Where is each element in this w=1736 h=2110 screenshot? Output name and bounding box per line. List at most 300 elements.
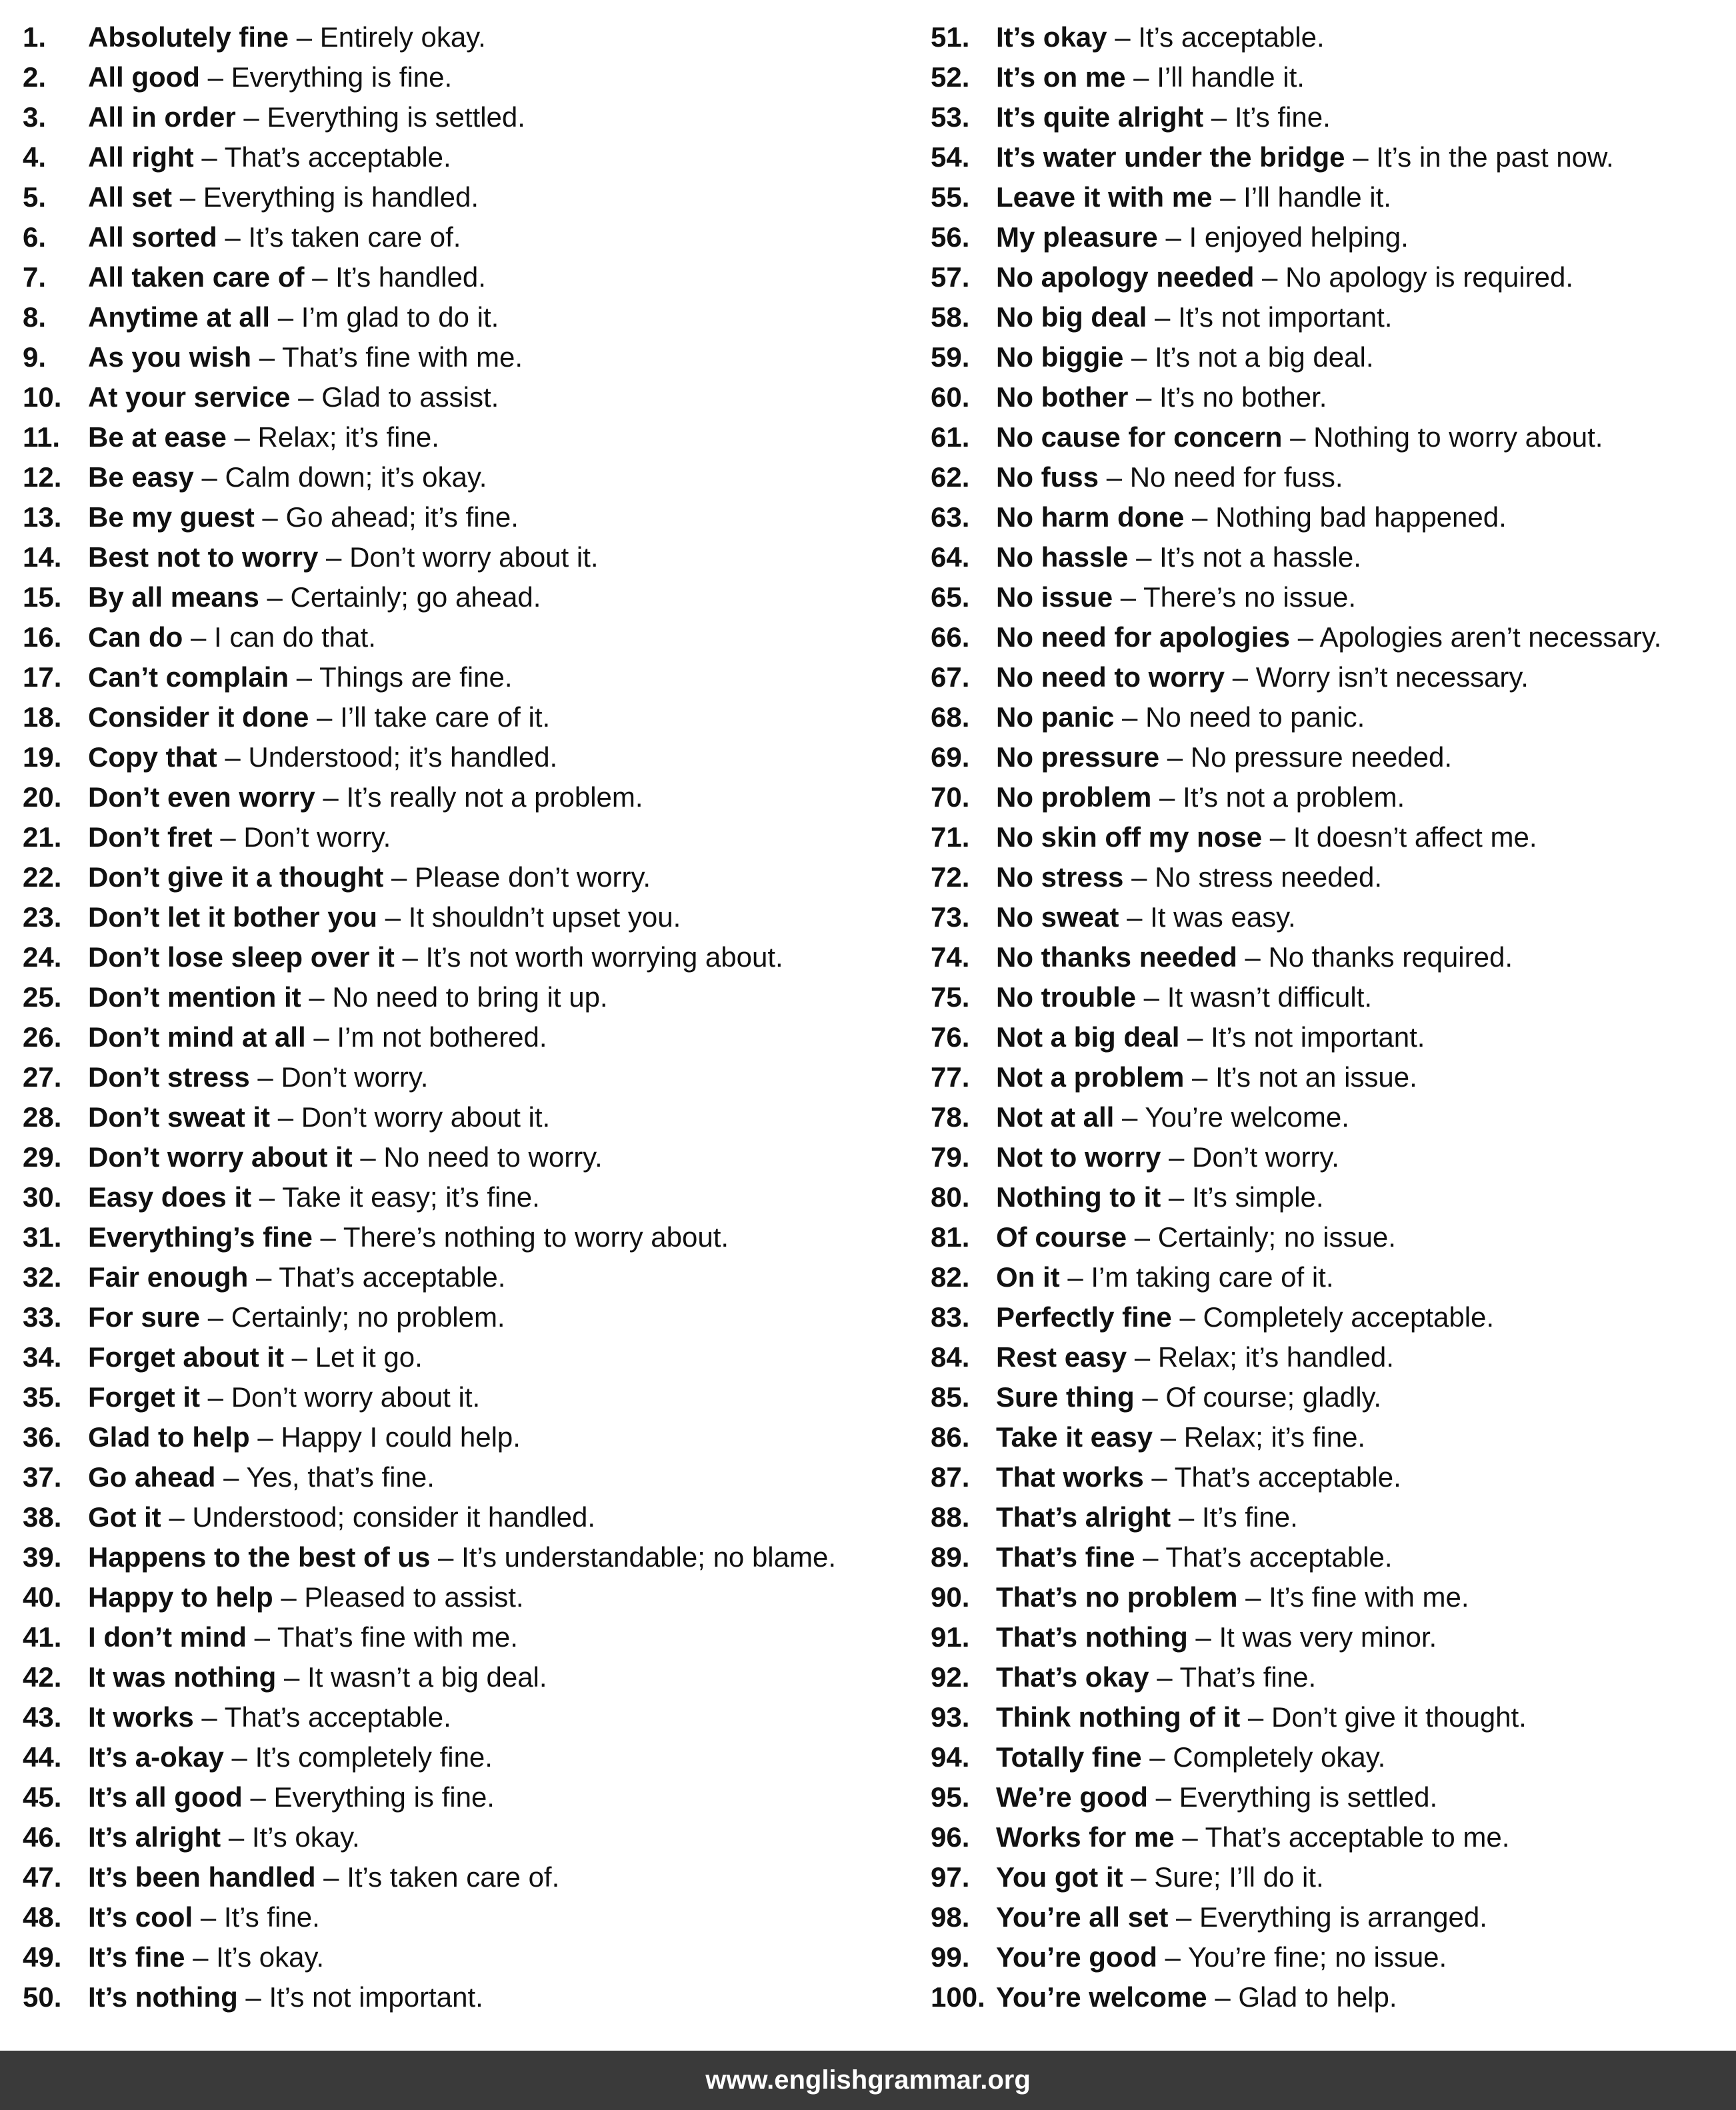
item-text [88,377,499,417]
item-meaning: It wasn’t a big deal. [307,1661,547,1693]
item-text [996,817,1537,857]
item-phrase: It works [88,1701,194,1733]
item-number: 23. [23,901,62,933]
item-separator: – [200,1901,217,1933]
item-separator: – [1215,1981,1231,2013]
item-number: 22. [23,861,62,893]
item-text [996,137,1614,177]
item-number: 36. [23,1421,62,1453]
item-number: 90. [931,1581,970,1613]
item-number: 10. [23,381,62,413]
item-separator: – [291,1341,307,1373]
item-number: 20. [23,781,62,813]
item-text [996,1377,1381,1417]
item-text [996,1857,1324,1897]
item-separator: – [262,501,278,533]
item-separator: – [1151,1461,1167,1493]
item-separator: – [228,1821,245,1853]
item-meaning: It’s fine with me. [1269,1581,1469,1613]
item-phrase: Forget about it [88,1341,284,1373]
item-meaning: It’s completely fine. [255,1741,493,1773]
item-meaning: That’s acceptable. [224,141,451,173]
item-phrase: No cause for concern [996,421,1283,453]
item-text [996,1097,1349,1137]
phrase-list-left [23,17,909,2017]
item-separator: – [1122,1101,1138,1133]
item-meaning: Everything is settled. [267,101,525,133]
item-phrase: Forget it [88,1381,200,1413]
item-meaning: Let it go. [315,1341,423,1373]
item-phrase: At your service [88,381,291,413]
item-number: 42. [23,1661,62,1693]
item-meaning: That’s fine with me. [277,1621,518,1653]
list-item [931,1497,1731,1537]
item-meaning: That’s acceptable to me. [1205,1821,1510,1853]
item-meaning: I enjoyed helping. [1189,221,1409,253]
item-number: 38. [23,1501,62,1533]
item-number: 96. [931,1821,970,1853]
item-meaning: Understood; consider it handled. [192,1501,596,1533]
item-phrase: Don’t even worry [88,781,315,813]
item-meaning: No thanks required. [1268,941,1513,973]
item-separator: – [326,541,342,573]
item-separator: – [313,1021,329,1053]
item-meaning: Sure; I’ll do it. [1154,1861,1324,1893]
item-meaning: Things are fine. [319,661,513,693]
list-item [931,1337,1731,1377]
item-text [88,897,681,937]
item-text [996,1657,1316,1697]
item-phrase: Don’t let it bother you [88,901,377,933]
item-meaning: Glad to help. [1238,1981,1397,2013]
item-number: 19. [23,741,62,773]
item-text [88,617,376,657]
item-number: 83. [931,1301,970,1333]
item-number: 47. [23,1861,62,1893]
list-item [23,1057,909,1097]
item-meaning: No need for fuss. [1129,461,1343,493]
item-number: 28. [23,1101,62,1133]
item-number: 81. [931,1221,970,1253]
item-number: 60. [931,381,970,413]
list-item [931,737,1731,777]
item-number: 51. [931,21,970,53]
item-separator: – [1353,141,1369,173]
item-meaning: Yes, that’s fine. [246,1461,435,1493]
list-item [23,657,909,697]
list-item [23,937,909,977]
item-number: 29. [23,1141,62,1173]
item-text [88,217,461,257]
item-phrase: Think nothing of it [996,1701,1241,1733]
item-phrase: Not a big deal [996,1021,1180,1053]
item-separator: – [1195,1621,1211,1653]
list-item [23,417,909,457]
item-separator: – [391,861,407,893]
item-meaning: Don’t worry about it. [349,541,599,573]
list-item [23,1377,909,1417]
item-separator: – [193,1941,209,1973]
item-meaning: Entirely okay. [319,21,486,53]
item-separator: – [207,61,223,93]
item-number: 58. [931,301,970,333]
item-text [996,217,1409,257]
list-item [931,337,1731,377]
item-phrase: Be easy [88,461,194,493]
item-phrase: Got it [88,1501,161,1533]
list-item [931,1937,1731,1977]
item-separator: – [220,821,236,853]
item-number: 87. [931,1461,970,1493]
item-meaning: You’re welcome. [1145,1101,1349,1133]
item-phrase: Totally fine [996,1741,1142,1773]
item-separator: – [256,1261,272,1293]
item-separator: – [1192,501,1208,533]
item-meaning: No pressure needed. [1190,741,1453,773]
item-number: 72. [931,861,970,893]
item-number: 73. [931,901,970,933]
item-phrase: Works for me [996,1821,1175,1853]
item-separator: – [385,901,401,933]
item-separator: – [438,1541,454,1573]
item-number: 34. [23,1341,62,1373]
item-text [88,697,550,737]
item-number: 37. [23,1461,62,1493]
item-separator: – [1232,661,1249,693]
item-separator: – [1245,1581,1261,1613]
item-text [88,537,599,577]
item-number: 82. [931,1261,970,1293]
item-separator: – [1131,861,1147,893]
list-item [23,857,909,897]
list-item [23,297,909,337]
item-meaning: Apologies aren’t necessary. [1319,621,1662,653]
item-meaning: Go ahead; it’s fine. [285,501,519,533]
list-item [23,1497,909,1537]
item-text [88,337,523,377]
list-item [931,817,1731,857]
item-phrase: You’re good [996,1941,1157,1973]
item-separator: – [277,1101,294,1133]
list-item [931,1297,1731,1337]
item-meaning: That’s acceptable. [1174,1461,1401,1493]
item-phrase: It’s fine [88,1941,185,1973]
item-phrase: Of course [996,1221,1127,1253]
item-separator: – [1168,1181,1185,1213]
item-meaning: I’m taking care of it. [1091,1261,1334,1293]
item-meaning: It’s understandable; no blame. [461,1541,837,1573]
item-separator: – [283,1661,300,1693]
item-meaning: I’ll take care of it. [340,701,551,733]
item-separator: – [207,1301,224,1333]
item-number: 69. [931,741,970,773]
item-number: 67. [931,661,970,693]
list-item [23,577,909,617]
item-number: 32. [23,1261,62,1293]
item-separator: – [259,341,275,373]
item-text [996,937,1513,977]
item-number: 79. [931,1141,970,1173]
item-text [996,1217,1396,1257]
list-item [23,1897,909,1937]
item-text [88,257,486,297]
item-phrase: It’s a-okay [88,1741,224,1773]
item-separator: – [1133,61,1149,93]
item-separator: – [281,1581,297,1613]
item-separator: – [225,221,241,253]
item-meaning: Please don’t worry. [414,861,651,893]
list-item [23,1217,909,1257]
item-text [88,97,525,137]
list-item [23,137,909,177]
item-separator: – [191,621,207,653]
list-item [931,657,1731,697]
list-item [23,1737,909,1777]
item-phrase: All set [88,181,173,213]
item-text [996,417,1603,457]
item-meaning: Certainly; no problem. [231,1301,505,1333]
item-meaning: It’s not a hassle. [1159,541,1361,573]
list-item [23,1777,909,1817]
item-text [996,257,1573,297]
item-text [88,1337,423,1377]
item-meaning: Understood; it’s handled. [248,741,558,773]
list-item [931,497,1731,537]
list-item [931,137,1731,177]
list-item [23,1417,909,1457]
item-phrase: All right [88,141,194,173]
item-phrase: Nothing to it [996,1181,1161,1213]
item-separator: – [1167,741,1183,773]
item-text [88,1857,559,1897]
item-number: 5. [23,181,47,213]
item-number: 91. [931,1621,970,1653]
item-meaning: It’s not worth worrying about. [425,941,783,973]
item-separator: – [296,661,313,693]
item-separator: – [1269,821,1286,853]
item-meaning: Take it easy; it’s fine. [282,1181,540,1213]
item-phrase: No pressure [996,741,1160,773]
item-phrase: Sure thing [996,1381,1135,1413]
item-number: 26. [23,1021,62,1053]
item-phrase: That’s okay [996,1661,1149,1693]
item-phrase: That’s fine [996,1541,1135,1573]
item-separator: – [1182,1821,1198,1853]
list-item [931,1737,1731,1777]
item-text [88,1737,493,1777]
list-item [23,1097,909,1137]
item-number: 70. [931,781,970,813]
item-phrase: No apology needed [996,261,1255,293]
item-phrase: No need to worry [996,661,1225,693]
item-number: 92. [931,1661,970,1693]
list-item [931,697,1731,737]
item-text [88,1777,495,1817]
item-number: 2. [23,61,47,93]
item-number: 93. [931,1701,970,1733]
item-separator: – [231,1741,247,1773]
item-meaning: It shouldn’t upset you. [408,901,681,933]
item-separator: – [201,461,217,493]
list-item [931,577,1731,617]
item-number: 30. [23,1181,62,1213]
item-phrase: Don’t worry about it [88,1141,353,1173]
list-item [23,817,909,857]
item-separator: – [1135,381,1152,413]
list-item [931,1097,1731,1137]
list-item [931,417,1731,457]
item-number: 65. [931,581,970,613]
item-number: 52. [931,61,970,93]
item-text [88,297,499,337]
item-meaning: That’s acceptable. [224,1701,451,1733]
item-meaning: Completely acceptable. [1203,1301,1495,1333]
item-phrase: Don’t mention it [88,981,301,1013]
item-separator: – [1127,901,1143,933]
item-phrase: No thanks needed [996,941,1237,973]
item-separator: – [1067,1261,1083,1293]
item-number: 31. [23,1221,62,1253]
item-text [996,1817,1509,1857]
item-number: 75. [931,981,970,1013]
item-meaning: There’s no issue. [1143,581,1357,613]
item-separator: – [234,421,250,453]
item-number: 24. [23,941,62,973]
item-number: 97. [931,1861,970,1893]
item-separator: – [1247,1701,1264,1733]
item-meaning: Relax; it’s fine. [257,421,439,453]
item-text [996,17,1325,57]
item-meaning: Everything is fine. [231,61,453,93]
item-text [996,1177,1324,1217]
item-meaning: You’re fine; no issue. [1187,1941,1447,1973]
item-separator: – [201,1701,217,1733]
item-text [88,177,479,217]
item-text [88,1217,729,1257]
item-meaning: It’s simple. [1191,1181,1324,1213]
item-meaning: It’s not an issue. [1215,1061,1417,1093]
item-number: 85. [931,1381,970,1413]
item-phrase: Everything’s fine [88,1221,313,1253]
item-meaning: I’m glad to do it. [301,301,499,333]
item-phrase: Rest easy [996,1341,1127,1373]
item-number: 71. [931,821,970,853]
item-meaning: Glad to assist. [321,381,499,413]
item-number: 7. [23,261,47,293]
item-meaning: It’s not a problem. [1183,781,1405,813]
item-meaning: Everything is fine. [273,1781,495,1813]
item-phrase: It’s nothing [88,1981,238,2013]
item-number: 100. [931,1981,985,2013]
item-number: 55. [931,181,970,213]
item-number: 80. [931,1181,970,1213]
item-text [88,1057,428,1097]
list-item [931,257,1731,297]
item-phrase: All good [88,61,200,93]
item-meaning: I’m not bothered. [337,1021,547,1053]
item-separator: – [1131,341,1147,373]
item-text [996,1697,1527,1737]
item-phrase: My pleasure [996,221,1158,253]
item-phrase: Don’t stress [88,1061,250,1093]
list-item [23,17,909,57]
item-meaning: It’s fine. [1234,101,1331,133]
item-meaning: It’s handled. [335,261,486,293]
list-item [23,1697,909,1737]
list-item [931,217,1731,257]
item-text [88,1177,540,1217]
item-number: 33. [23,1301,62,1333]
item-text [88,817,391,857]
item-separator: – [1122,701,1138,733]
item-number: 46. [23,1821,62,1853]
item-text [88,1497,595,1537]
item-text [88,1137,603,1177]
item-meaning: It’s okay. [216,1941,325,1973]
list-item [931,1457,1731,1497]
item-separator: – [1136,541,1152,573]
list-item [23,1257,909,1297]
item-number: 35. [23,1381,62,1413]
item-phrase: Best not to worry [88,541,319,573]
list-item [23,537,909,577]
item-separator: – [1297,621,1314,653]
list-item [23,97,909,137]
item-phrase: That’s nothing [996,1621,1188,1653]
footer-url[interactable]: www.englishgrammar.org [705,2065,1031,2095]
list-item [931,1057,1731,1097]
item-number: 39. [23,1541,62,1573]
item-phrase: Leave it with me [996,181,1213,213]
item-text [996,1337,1394,1377]
item-separator: – [323,1861,339,1893]
item-phrase: It’s cool [88,1901,193,1933]
item-number: 68. [931,701,970,733]
list-item [931,937,1731,977]
item-phrase: No sweat [996,901,1119,933]
list-item [23,377,909,417]
item-meaning: It’s fine. [223,1901,320,1933]
item-meaning: No need to worry. [383,1141,603,1173]
item-phrase: Anytime at all [88,301,271,333]
item-separator: – [1142,1381,1158,1413]
item-separator: – [320,1221,336,1253]
item-meaning: It’s okay. [251,1821,360,1853]
item-number: 98. [931,1901,970,1933]
item-number: 17. [23,661,62,693]
item-phrase: As you wish [88,341,252,373]
item-phrase: Go ahead [88,1461,216,1493]
item-text [996,1257,1334,1297]
item-separator: – [277,301,294,333]
list-item [931,97,1731,137]
item-number: 43. [23,1701,62,1733]
item-separator: – [1131,1861,1147,1893]
list-item [931,1857,1731,1897]
item-phrase: All in order [88,101,236,133]
list-item [931,777,1731,817]
item-meaning: Certainly; go ahead. [290,581,541,613]
item-phrase: No fuss [996,461,1099,493]
item-number: 48. [23,1901,62,1933]
item-text [88,1617,518,1657]
item-text [996,1577,1469,1617]
item-separator: – [179,181,196,213]
item-meaning: That’s fine with me. [282,341,523,373]
list-item [23,1337,909,1377]
list-item [931,1177,1731,1217]
item-text [88,1937,324,1977]
